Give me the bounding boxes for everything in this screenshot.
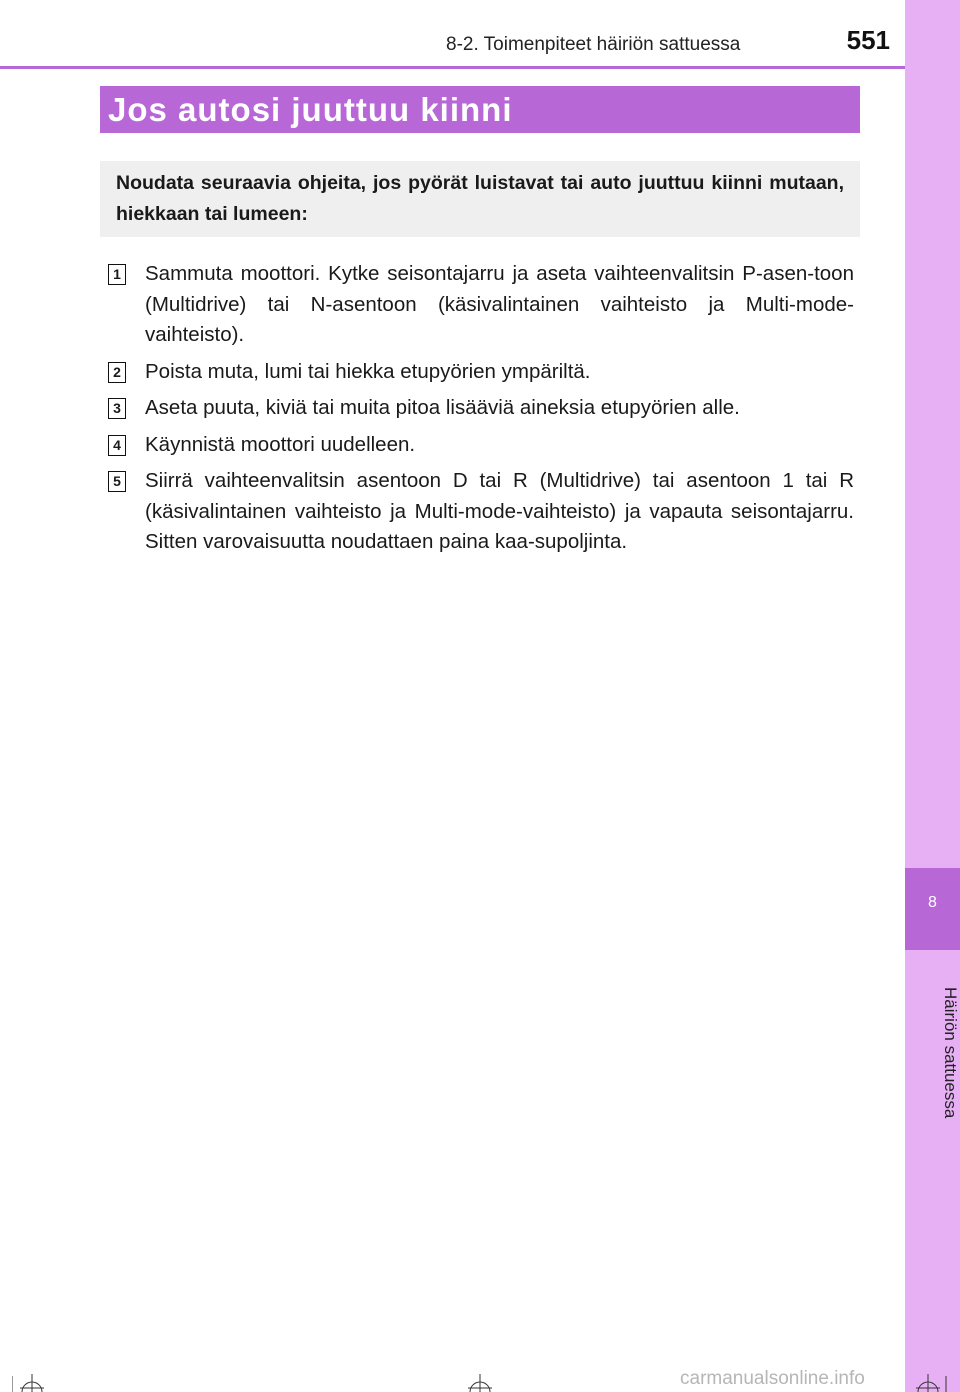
chapter-side-tab [905, 0, 960, 1392]
page-number: 551 [846, 25, 890, 55]
header-divider [0, 66, 905, 69]
step-text: Siirrä vaihteenvalitsin asentoon D tai R (Multidrive) tai asentoon 1 tai R (käsivalintainen vaihteisto ja Multi-mode-vaihteisto) ja vapauta seisontajarru. Sitten varovaisuutta noudattaen paina kaa-supoljinta. [145, 469, 854, 553]
step-number-badge: 2 [108, 362, 126, 383]
step-item [108, 466, 854, 558]
step-text: Sammuta moottori. Kytke seisontajarru ja aseta vaihteenvalitsin P-asen-toon (Multidrive) tai N-asentoon (käsivalintainen vaihteisto ja Multi-mode-vaihteisto). [145, 262, 854, 346]
step-number-badge: 1 [108, 264, 126, 285]
step-item [108, 259, 854, 351]
step-text: Poista muta, lumi tai hiekka etupyörien ympäriltä. [145, 359, 591, 383]
step-item [108, 393, 854, 424]
step-number-badge: 3 [108, 398, 126, 419]
chapter-title-text: Häiriön sattuessa [941, 987, 960, 1119]
crop-mark-icon [908, 1372, 948, 1392]
section-title: Jos autosi juuttuu kiinni [100, 86, 860, 133]
intro-text: Noudata seuraavia ohjeita, jos pyörät luistavat tai auto juuttuu kiinni mutaan, hiekkaan tai lumeen: [116, 172, 844, 225]
step-text: Käynnistä moottori uudelleen. [145, 432, 416, 456]
step-number-badge: 4 [108, 435, 126, 456]
crop-mark-icon [12, 1372, 52, 1392]
crop-mark-icon [460, 1372, 500, 1392]
steps-list [108, 259, 854, 564]
step-item [108, 430, 854, 461]
step-number-badge: 5 [108, 471, 126, 492]
running-header: 8-2. Toimenpiteet häiriön sattuessa [446, 34, 741, 55]
chapter-number: 8 [928, 894, 937, 911]
watermark: carmanualsonline.info [680, 1368, 865, 1389]
step-item [108, 357, 854, 388]
chapter-title [905, 962, 960, 1142]
step-text: Aseta puuta, kiviä tai muita pitoa lisääviä aineksia etupyörien alle. [145, 396, 740, 419]
intro-box [100, 161, 860, 237]
